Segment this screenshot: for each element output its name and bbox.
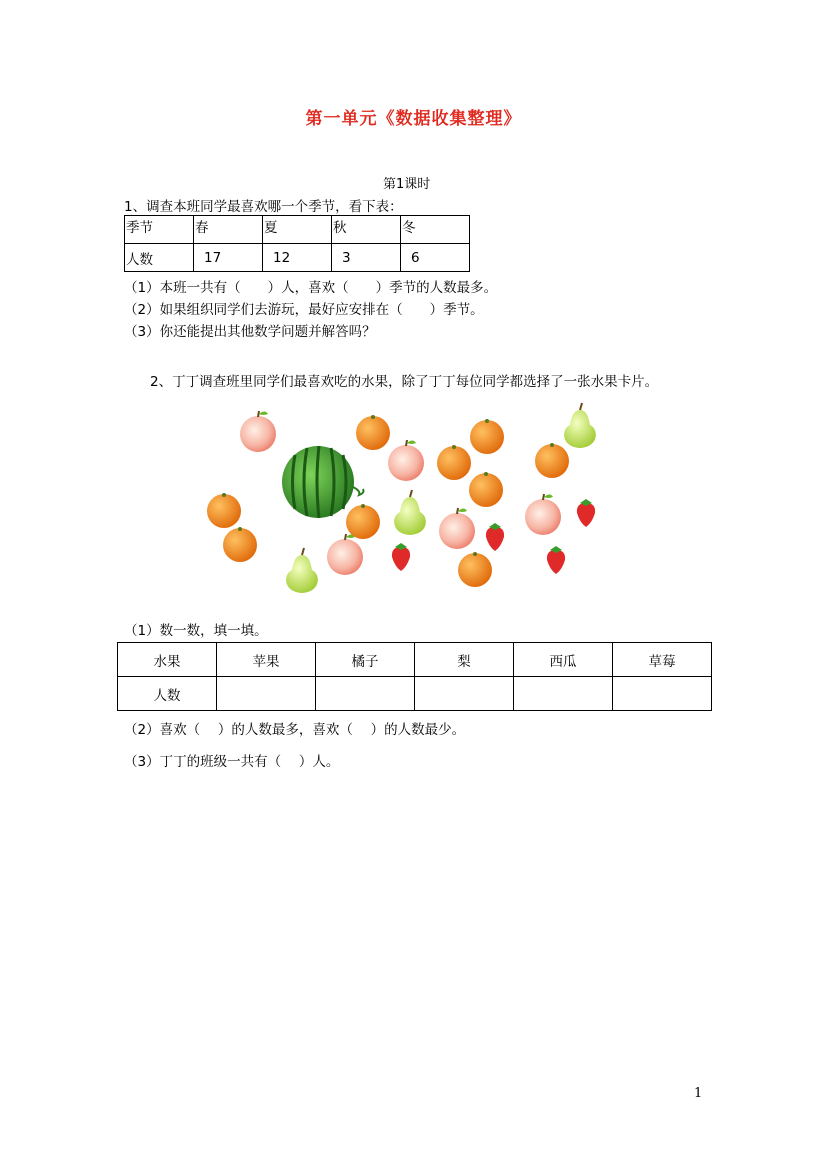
- apple-icon: [525, 494, 561, 535]
- q2-sub3: （3）丁丁的班级一共有（ ）人。: [124, 754, 340, 770]
- watermelon-icon: [282, 446, 364, 518]
- apple-icon: [439, 508, 475, 549]
- season-table: [124, 215, 470, 272]
- table-header-cell: 苹果: [217, 643, 316, 677]
- orange-icon: [437, 445, 471, 480]
- orange-icon: [535, 443, 569, 478]
- table-header-cell: 西瓜: [514, 643, 613, 677]
- page-number: 1: [694, 1086, 703, 1101]
- table-cell: 17: [194, 244, 263, 272]
- table-header-cell: 春: [194, 216, 263, 244]
- orange-icon: [356, 415, 390, 450]
- lesson-label: 第1课时: [383, 177, 431, 192]
- q1-sub3: （3）你还能提出其他数学问题并解答吗？: [124, 324, 376, 340]
- q1-prompt: 1、调查本班同学最喜欢哪一个季节，看下表：: [124, 199, 403, 215]
- orange-icon: [458, 552, 492, 587]
- answer-cell-apple[interactable]: [217, 677, 316, 711]
- table-row: [125, 244, 470, 272]
- strawberry-icon: [486, 523, 504, 551]
- q1-sub2: （2）如果组织同学们去游玩，最好应安排在（ ）季节。: [124, 302, 484, 318]
- strawberry-icon: [392, 543, 410, 571]
- table-row: [118, 677, 712, 711]
- table-row-label: 人数: [118, 677, 217, 711]
- answer-cell-orange[interactable]: [316, 677, 415, 711]
- table-row: [118, 643, 712, 677]
- table-header-cell: 水果: [118, 643, 217, 677]
- table-row: [125, 216, 470, 244]
- table-header-cell: 冬: [401, 216, 470, 244]
- q2-sub1: （1）数一数，填一填。: [124, 623, 268, 639]
- q2-prompt: 2、丁丁调查班里同学们最喜欢吃的水果，除了丁丁每位同学都选择了一张水果卡片。: [150, 374, 659, 390]
- q2-sub2: （2）喜欢（ ）的人数最多，喜欢（ ）的人数最少。: [124, 722, 466, 738]
- fruit-cards-illustration: [195, 395, 615, 600]
- page-title: 第一单元《数据收集整理》: [305, 109, 522, 129]
- table-header-cell: 夏: [263, 216, 332, 244]
- table-header-cell: 梨: [415, 643, 514, 677]
- orange-icon: [207, 493, 241, 528]
- pear-icon: [564, 403, 596, 448]
- apple-icon: [240, 411, 276, 452]
- fruit-count-table: [117, 642, 712, 711]
- answer-cell-watermelon[interactable]: [514, 677, 613, 711]
- strawberry-icon: [577, 499, 595, 527]
- table-header-cell: 季节: [125, 216, 194, 244]
- table-cell: 6: [401, 244, 470, 272]
- table-header-cell: 秋: [332, 216, 401, 244]
- strawberry-icon: [547, 546, 565, 574]
- apple-icon: [388, 440, 424, 481]
- table-header-cell: 草莓: [613, 643, 712, 677]
- table-row-label: 人数: [125, 244, 194, 272]
- table-cell: 3: [332, 244, 401, 272]
- orange-icon: [469, 472, 503, 507]
- orange-icon: [470, 419, 504, 454]
- table-cell: 12: [263, 244, 332, 272]
- q1-sub1: （1）本班一共有（ ）人，喜欢（ ）季节的人数最多。: [124, 280, 498, 296]
- orange-icon: [346, 504, 380, 539]
- answer-cell-pear[interactable]: [415, 677, 514, 711]
- table-header-cell: 橘子: [316, 643, 415, 677]
- answer-cell-strawberry[interactable]: [613, 677, 712, 711]
- orange-icon: [223, 527, 257, 562]
- apple-icon: [327, 534, 363, 575]
- pear-icon: [394, 490, 426, 535]
- pear-icon: [286, 548, 318, 593]
